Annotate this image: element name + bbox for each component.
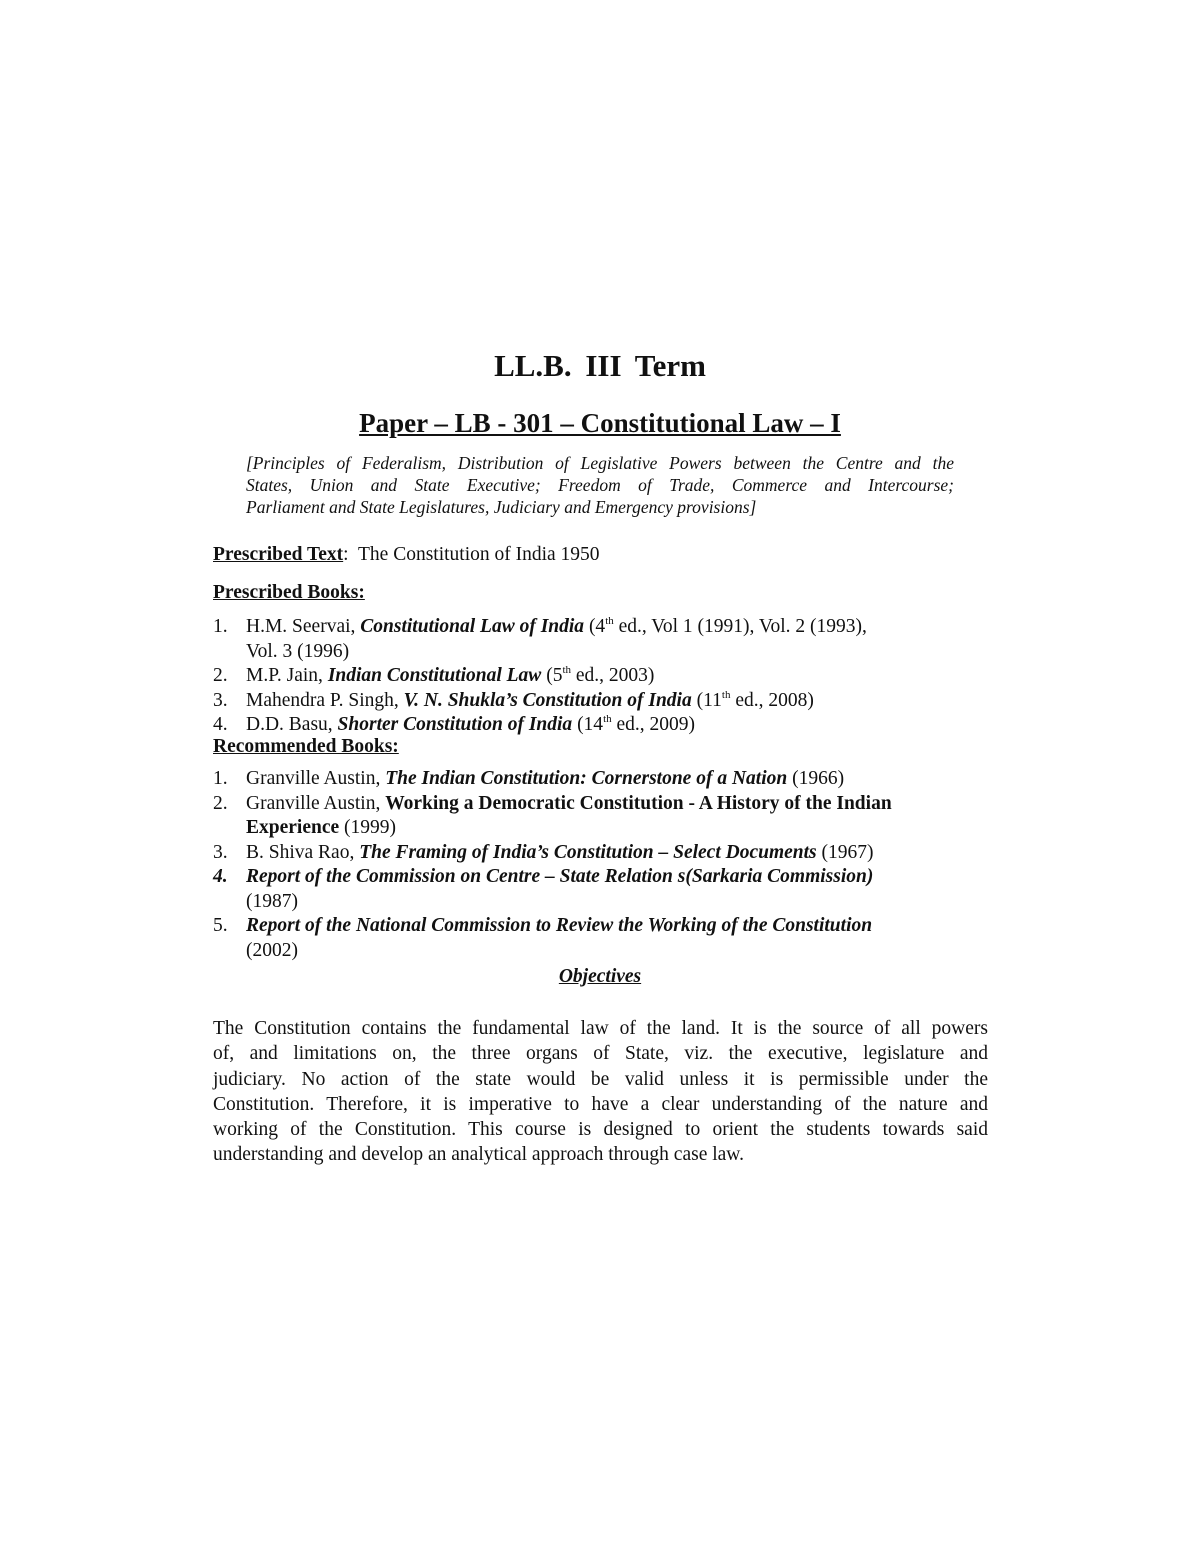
book-year: (1987) [246, 890, 298, 912]
book-author: Mahendra P. Singh, [246, 689, 404, 711]
paragraph-line: understanding and develop an analytical approach through case law. [213, 1144, 744, 1166]
book-author: B. Shiva Rao, [246, 841, 360, 863]
ordinal-suffix: th [603, 713, 612, 725]
list-item [213, 615, 1003, 664]
prescribed-books-heading: Prescribed Books: [213, 582, 365, 603]
list-item [213, 865, 1003, 914]
book-title: Shorter Constitution of India [337, 714, 573, 735]
book-title: V. N. Shukla’s Constitution of India [403, 689, 692, 711]
scope-line: [Principles of Federalism, Distribution of Legislative Powers between the Centre and the [246, 453, 954, 473]
book-author: M.P. Jain, [246, 665, 328, 686]
ordinal-suffix: th [721, 688, 731, 701]
prescribed-books-list [213, 615, 1003, 738]
paper-title: Paper – LB - 301 – Constitutional Law – I [359, 408, 841, 438]
item-number: 1. [213, 768, 228, 789]
book-year: (1999) [339, 817, 397, 838]
paragraph-line: working of the Constitution. This course is designed to orient the students towards said [213, 1119, 988, 1141]
objectives-heading: Objectives [558, 966, 642, 987]
term-title: LL.B. III Term [494, 348, 706, 383]
scope-line: Parliament and State Legislatures, Judiciary and Emergency provisions] [246, 497, 757, 517]
item-number: 1. [213, 616, 228, 637]
book-edition: (5 [541, 665, 563, 686]
list-item [213, 767, 1003, 792]
paragraph-line: of, and limitations on, the three organs of State, viz. the executive, legislature and [213, 1043, 988, 1065]
book-title: Constitutional Law of India [360, 616, 585, 637]
item-number: 5. [213, 915, 228, 936]
scope-line: States, Union and State Executive; Freedom of Trade, Commerce and Intercourse; [246, 475, 954, 495]
item-number: 2. [213, 665, 228, 686]
paragraph-line: The Constitution contains the fundamental law of the land. It is the source of all powers [213, 1018, 988, 1039]
book-title-continued: Experience [246, 817, 340, 838]
recommended-books-list [213, 767, 1003, 963]
ordinal-suffix: th [562, 664, 572, 676]
book-details: ed., 2003) [571, 665, 655, 686]
prescribed-text [213, 544, 600, 566]
book-title: Report of the Commission on Centre – State Relation s(Sarkaria Commission) [246, 866, 874, 887]
paper-scope [246, 452, 954, 518]
item-number: 3. [213, 689, 228, 711]
book-title: The Indian Constitution: Cornerstone of a Nation [385, 768, 788, 789]
book-edition: (14 [572, 714, 604, 735]
book-year: (1966) [787, 768, 845, 789]
book-details-continued: Vol. 3 (1996) [246, 640, 350, 662]
book-details: ed., 2008) [730, 689, 814, 711]
list-item [213, 689, 1003, 714]
book-title: Report of the National Commission to Review the Working of the Constitution [246, 915, 873, 936]
list-item [213, 914, 1003, 963]
paragraph-line: judiciary. No action of the state would be valid unless it is permissible under the [213, 1068, 988, 1090]
prescribed-text-value: The Constitution of India 1950 [358, 544, 600, 565]
item-number: 3. [213, 841, 228, 863]
recommended-books-heading: Recommended Books: [213, 736, 399, 757]
prescribed-text-separator: : [343, 544, 349, 565]
book-author: Granville Austin, [246, 768, 386, 789]
ordinal-suffix: th [605, 615, 614, 627]
list-item [213, 713, 1003, 738]
list-item [213, 664, 1003, 689]
item-number: 2. [213, 792, 228, 814]
book-edition: (11 [691, 689, 722, 711]
item-number: 4. [213, 866, 228, 887]
objectives-paragraph [213, 1016, 988, 1168]
prescribed-text-label: Prescribed Text [213, 544, 344, 565]
item-number: 4. [213, 714, 228, 735]
book-title: Working a Democratic Constitution - A History of the Indian [385, 792, 892, 814]
book-year: (2002) [246, 939, 298, 961]
book-author: Granville Austin, [246, 792, 386, 814]
book-author: H.M. Seervai, [246, 616, 361, 637]
book-year: (1967) [816, 841, 874, 863]
book-title: Indian Constitutional Law [327, 665, 542, 686]
book-title: The Framing of India’s Constitution – Select Documents [359, 841, 817, 863]
list-item [213, 792, 1003, 841]
book-author: D.D. Basu, [246, 714, 338, 735]
book-edition: (4 [584, 616, 606, 637]
paragraph-line: Constitution. Therefore, it is imperative to have a clear understanding of the nature and [213, 1093, 988, 1115]
book-details: ed., 2009) [611, 714, 696, 735]
list-item [213, 841, 1003, 866]
book-details: ed., Vol 1 (1991), Vol. 2 (1993), [613, 616, 867, 637]
